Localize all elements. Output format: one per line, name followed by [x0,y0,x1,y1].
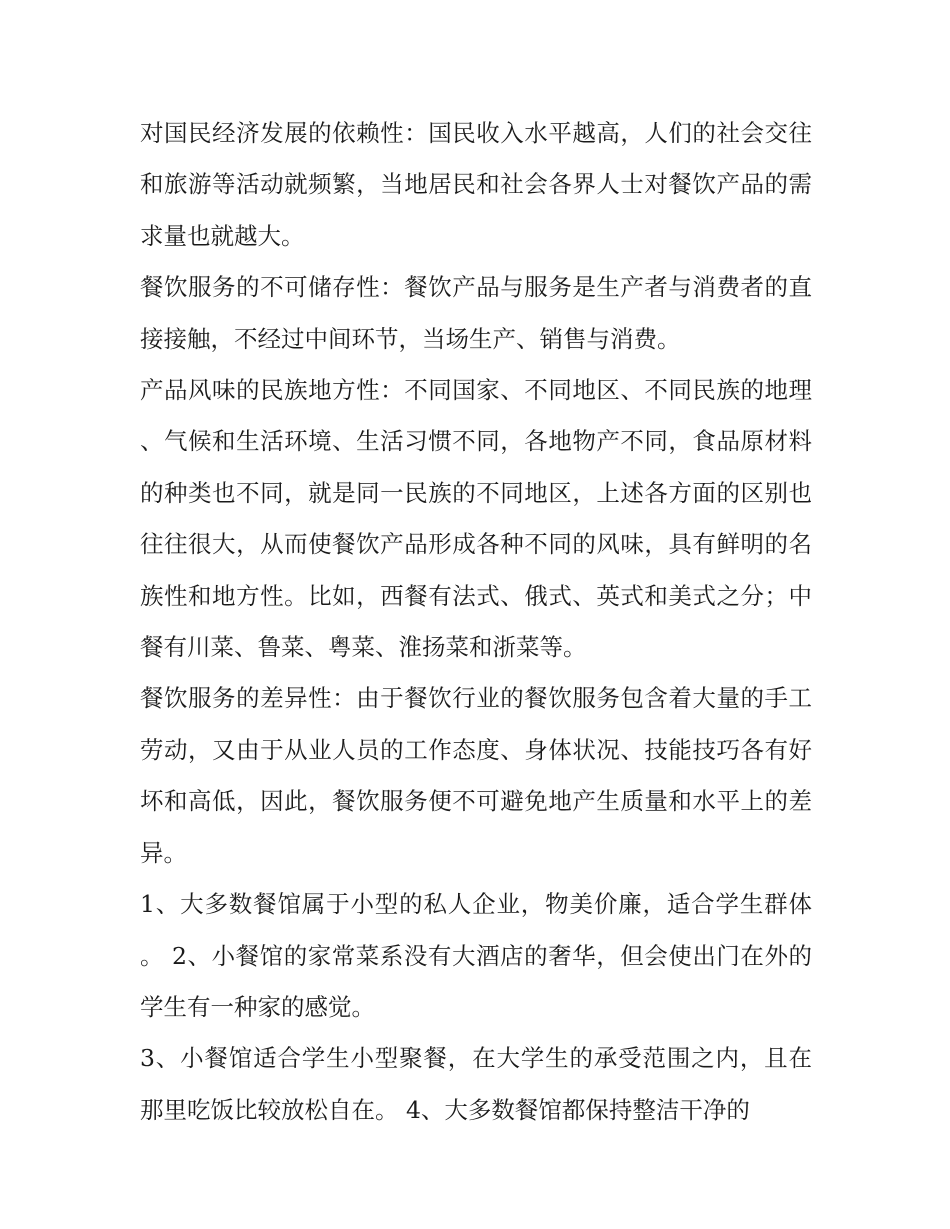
document-body [140,108,812,1136]
paragraph-non-storability: 餐饮服务的不可储存性：餐饮产品与服务是生产者与消费者的直接接触，不经过中间环节，当场生产、销售与消费。 [140,273,812,353]
paragraph-regional-flavor: 产品风味的民族地方性：不同国家、不同地区、不同民族的地理、气候和生活环境、生活习惯不同，各地物产不同，食品原材料的种类也不同，就是同一民族的不同地区，上述各方面的区别也往往很大，从而使餐饮产品形成各种不同的风味，具有鲜明的名族性和地方性。比如，西餐有法式、俄式、英式和美式之分；中餐有川菜、鲁菜、粤菜、淮扬菜和浙菜等。 [140,376,812,662]
paragraph-list-items-1-2: 1、大多数餐馆属于小型的私人企业，物美价廉，适合学生群体。 2、小餐馆的家常菜系没有大酒店的奢华，但会使出门在外的学生有一种家的感觉。 [140,890,812,1021]
paragraph-service-variability: 餐饮服务的差异性：由于餐饮行业的餐饮服务包含着大量的手工劳动，又由于从业人员的工作态度、身体状况、技能技巧各有好坏和高低，因此，餐饮服务便不可避免地产生质量和水平上的差异。 [140,684,812,867]
paragraph-list-items-3-4: 3、小餐馆适合学生小型聚餐，在大学生的承受范围之内，且在那里吃饭比较放松自在。 4、大多数餐馆都保持整洁干净的 [140,1044,812,1124]
paragraph-economic-dependence: 对国民经济发展的依赖性：国民收入水平越高，人们的社会交往和旅游等活动就频繁，当地居民和社会各界人士对餐饮产品的需求量也就越大。 [140,119,812,250]
